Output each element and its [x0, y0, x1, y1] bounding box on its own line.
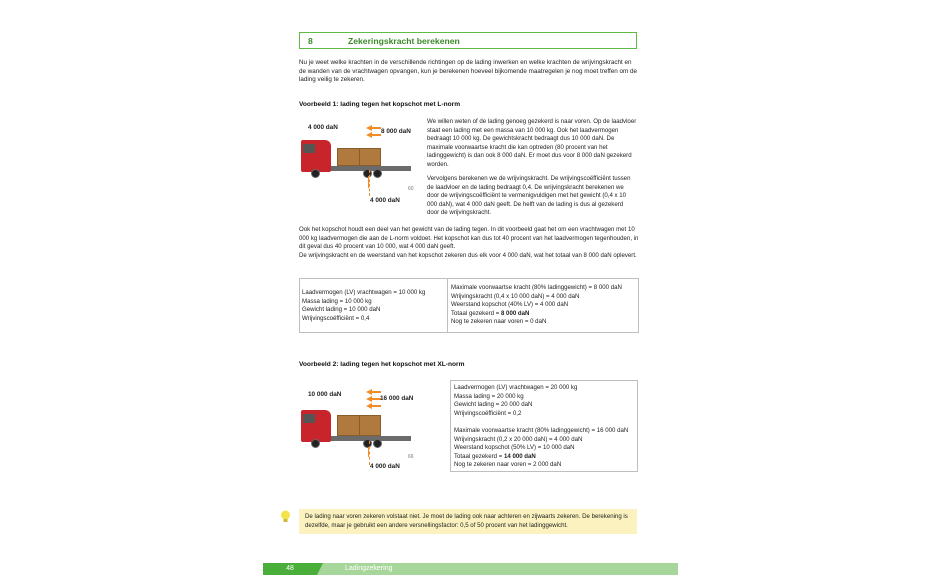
total-label: Totaal gezekerd =	[454, 452, 504, 460]
example1-forward-force-label: 8 000 daN	[381, 128, 411, 135]
table-cell: Wrijvingscoëfficiënt = 0,4	[302, 314, 370, 322]
example1-headboard-force-label: 4 000 daN	[308, 124, 338, 131]
box-line: Gewicht lading = 20 000 daN	[454, 401, 533, 409]
example2-headboard-force-label: 10 000 daN	[308, 391, 342, 398]
total-value: 14 000 daN	[503, 452, 536, 460]
section-title: Zekeringskracht berekenen	[348, 35, 460, 46]
table-cell: Nog te zekeren naar voren = 0 daN	[451, 318, 547, 326]
example1-paragraph-1: We willen weten of de lading genoeg gezekerd is naar voren. Op de laadvloer staat een lading met een massa van 10 000 kg. Ook het laadvermogen bedraagt 10 000 kg. De gewichtskracht bedraagt dus 10 000 daN. De maximale voorwaartse kracht die kan optreden (80 procent van het ladinggewicht) is dan ook 8 000 daN. Er moet dus voor 8 000 daN gezekerd worden.	[427, 118, 637, 168]
box-line: Wrijvingscoëfficiënt = 0,2	[454, 409, 522, 417]
box-line: Massa lading = 20 000 kg	[454, 392, 524, 400]
section-number: 8	[308, 35, 313, 46]
footer-slant	[317, 563, 323, 575]
example1-paragraph-3: Ook het kopschot houdt een deel van het gewicht van de lading tegen. In dit voorbeeld gaat het om een vrachtwagen met 10 000 kg laadvermogen die aan de L-norm voldoet. Het kopschot kan dus tot 40 procent van het laadvermogen tegenhouden, in dit geval dus 40 procent van 10 000, wat 4 000 daN geeft.	[299, 226, 639, 251]
box-line: Maximale voorwaartse kracht (80% ladinggewicht) = 16 000 daN	[454, 426, 629, 434]
table-cell: Wrijvingskracht (0,4 x 10 000 daN) = 4 000 daN	[451, 292, 580, 300]
lightbulb-icon	[279, 510, 292, 523]
example1-paragraph-2: Vervolgens berekenen we de wrijvingskracht. De wrijvingscoëfficiënt tussen de laadvloer en de lading bedraagt 0,4. De wrijvingskracht berekenen we door de wrijvingscoëfficiënt te vermenigvuldigen met het gewicht (0,4 x 10 000 daN), wat 4 000 daN geeft. De helft van de lading is dus al gezekerd door de wrijvingskracht.	[427, 175, 631, 217]
example2-forward-force-label: 16 000 daN	[380, 395, 414, 402]
tip-box: De lading naar voren zekeren volstaat niet. Je moet de lading ook naar achteren en zijwaarts zekeren. De berekening is dezelfde, maar je gebruikt een andere versnellingsfactor: 0,5 of 50 procent van het ladinggewicht.	[299, 509, 637, 534]
section-header	[299, 32, 637, 49]
intro-paragraph: Nu je weet welke krachten in de verschillende richtingen op de lading inwerken en welke krachten de wrijvingskracht en de wanden van de vrachtwagen opvangen, kun je berekenen hoeveel bijkomende maatregelen je nog moet treffen om de lading veilig te zekeren.	[299, 59, 638, 84]
example1-figure-mark: 60	[408, 186, 414, 192]
box-line: Wrijvingskracht (0,2 x 20 000 daN) = 4 000 daN	[454, 435, 583, 443]
example1-table-right	[451, 284, 637, 327]
example2-friction-force-label: 4 000 daN	[370, 463, 400, 470]
page-number: 48	[286, 565, 294, 572]
total-line	[451, 310, 637, 319]
example1-calculation-table	[299, 278, 639, 333]
example2-box-content	[454, 384, 636, 470]
example2-heading: Voorbeeld 2: lading tegen het kopschot met XL-norm	[299, 361, 465, 368]
box-line: Nog te zekeren naar voren = 2 000 daN	[454, 461, 562, 469]
total-line	[454, 453, 636, 462]
table-cell: Gewicht lading = 10 000 daN	[302, 306, 381, 314]
table-cell: Weerstand kopschot (40% LV) = 4 000 daN	[451, 301, 569, 309]
example2-figure-mark: 66	[408, 454, 414, 460]
example2-calculation-box	[450, 380, 638, 472]
table-cell: Laadvermogen (LV) vrachtwagen = 10 000 kg	[302, 289, 426, 296]
example1-friction-force-label: 4 000 daN	[370, 197, 400, 204]
table-cell: Maximale voorwaartse kracht (80% ladinggewicht) = 8 000 daN	[451, 284, 622, 291]
box-line: Weerstand kopschot (50% LV) = 10 000 daN	[454, 444, 575, 452]
footer-bar	[263, 563, 678, 575]
footer-title: Ladingzekering	[345, 565, 393, 572]
box-line: Laadvermogen (LV) vrachtwagen = 20 000 kg	[454, 384, 578, 391]
table-cell: Massa lading = 10 000 kg	[302, 297, 372, 305]
example1-paragraph-4: De wrijvingskracht en de weerstand van het kopschot zekeren dus elk voor 4 000 daN, wat het totaal van 8 000 daN oplevert.	[299, 252, 637, 259]
example1-heading: Voorbeeld 1: lading tegen het kopschot met L-norm	[299, 101, 461, 108]
total-value: 8 000 daN	[500, 309, 530, 317]
example1-table-left	[302, 289, 444, 323]
total-label: Totaal gezekerd =	[451, 309, 501, 317]
